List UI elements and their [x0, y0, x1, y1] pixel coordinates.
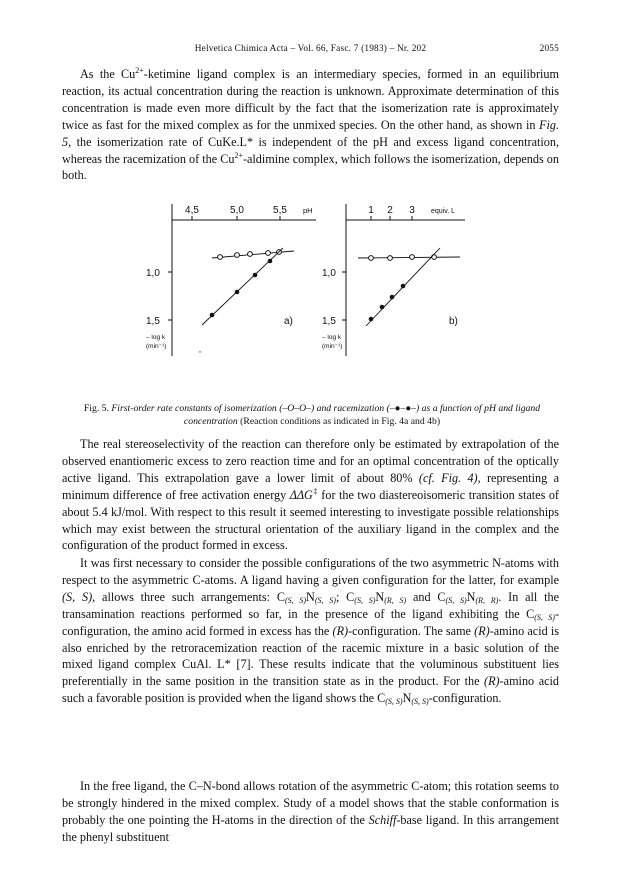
isomerization-point: [432, 255, 437, 260]
paragraph-3: It was first necessary to consider the possible configurations of the two asymmetric N-atoms with respect to the asymmetric C-atoms. A ligand having a given configuration for the latter, for example (S, S), allows three such arrangements: $C_{(S, S)}N_{(S, S)}$; $C_{(S, S)}N_{(R, S)}$ and $C_{(S, S)}N_{(R, R)}$. In all the transamination reactions performed so far, in the presence of the ligand exhibiting the $C_{(S, S)}$-configuration, the amino acid formed in excess has the (R)-configuration. The same (R)-amino acid is also enriched by the retroracemization reaction of the racemic mixture in a basic solution of the mixed ligand complex CuAl. L* [7]. These results indicate that the voluminous substituent lies preferentially in the same position in the transition state as in the product. For the (R)-amino acid such a favorable position is provided when the ligand shows the $C_{(S, S)}N_{(S, S)}$-configuration.: [62, 556, 560, 707]
racemization-point: [369, 317, 374, 322]
x-tick-label: 4,5: [185, 205, 199, 216]
isomerization-point: [369, 256, 374, 261]
isomerization-point: [235, 253, 240, 258]
paragraph-2: The real stereoselectivity of the reaction can therefore only be estimated by extrapolation of the observed enantiomeric excess to zero reaction time and for an optimal concentration of the optically active ligand. This extrapolation gave a lower limit of about 80% (cf. Fig. 4), representing a minimum difference of free activation energy ΔΔG‡ for the two diastereoisomeric transition states of about 5.4 kJ/mol. With respect to this result it seemed interesting to investigate possible relationships which may exist between the structural orientation of the auxiliary ligand in the complex and the configuration of the product formed in excess.: [62, 437, 559, 553]
panel-label: a): [284, 316, 293, 327]
y-axis-unit: (min⁻¹): [322, 343, 343, 350]
figure-reference: Fig. 5: [62, 117, 559, 149]
y-tick-label: 1,5: [146, 316, 160, 327]
isomerization-point: [218, 255, 223, 260]
y-axis-label: – log k: [146, 334, 166, 341]
x-tick-label: 3: [409, 205, 415, 216]
y-axis-label: – log k: [322, 334, 342, 341]
figure-5-plots: [120, 198, 480, 358]
panel-a: [146, 204, 316, 356]
x-tick-label: 1: [368, 205, 374, 216]
racemization-point: [253, 273, 258, 278]
x-axis-unit: pH: [303, 206, 313, 215]
racemization-point: [380, 305, 385, 310]
isomerization-point: [248, 252, 253, 257]
isomerization-point: [388, 256, 393, 261]
racemization-point: [401, 284, 406, 289]
racemization-point: [268, 259, 273, 264]
panel-b: [322, 204, 465, 356]
y-tick-label: 1,0: [322, 268, 336, 279]
isomerization-point: [410, 255, 415, 260]
paragraph-4: In the free ligand, the C–N-bond allows rotation of the asymmetric C-atom; this rotation seems to be strongly hindered in the mixed complex. Study of a model shows that the stable conformation is probably the one pointing the H-atoms in the direction of the Schiff-base ligand. In this arrangement the phenyl substituent: [62, 779, 559, 844]
x-tick-label: 5,0: [230, 205, 244, 216]
figure-caption: Fig. 5. First-order rate constants of isomerization (–O–O–) and racemization (–●–●–) as a function of pH and ligand concentration (Reaction conditions as indicated in Fig. 4a and 4b): [83, 403, 541, 427]
racemization-point: [390, 295, 395, 300]
x-tick-label: 2: [387, 205, 393, 216]
paragraph-1: As the $Cu^{2+}$-ketimine ligand complex is an intermediary species, formed in an equilibrium reaction, its actual concentration during the reaction is unknown. Approximate determination of this concentration is made even more difficult by the fact that the isomerization rate is approximately twice as fast for the mixed complex as for the unmixed species. On the other hand, as shown in Fig. 5, the isomerization rate of CuKe.L* is independent of the pH and excess ligand concentration, whereas the racemization of the $Cu^{2+}$-aldimine complex, which follows the isomerization, depends on both.: [62, 66, 559, 183]
x-axis-unit: equiv. L: [431, 208, 455, 215]
figure-5: [120, 198, 480, 363]
isomerization-point: [266, 251, 271, 256]
page-number: 2055: [539, 44, 559, 54]
y-axis-unit: (min⁻¹): [146, 343, 167, 350]
panel-label: b): [449, 316, 458, 327]
racemization-point: [235, 290, 240, 295]
racemization-point: [210, 313, 215, 318]
journal-citation: Helvetica Chimica Acta – Vol. 66, Fasc. 7 (1983) – Nr. 202: [194, 44, 427, 54]
x-tick-label: 5,5: [273, 205, 287, 216]
y-tick-label: 1,0: [146, 268, 160, 279]
y-tick-label: 1,5: [322, 316, 336, 327]
